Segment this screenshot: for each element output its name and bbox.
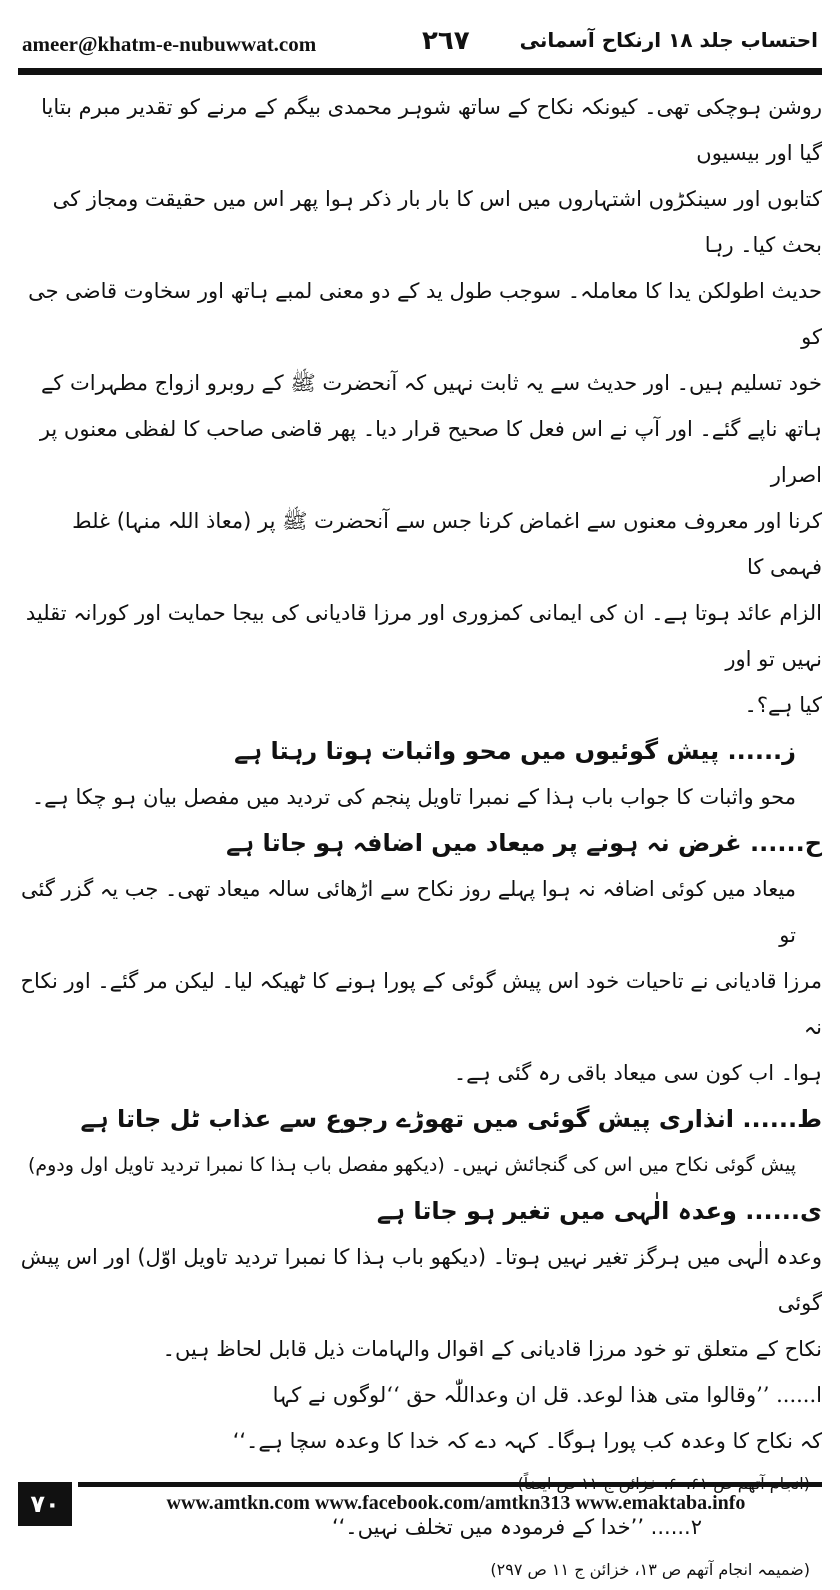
paragraph-h <box>18 866 822 1096</box>
text-line: کتابوں اور سینکڑوں اشتہاروں میں اس کا بار بار ذکر ہوا پھر اس میں حقیقت ومجاز کی بحث کیا۔ رہا <box>52 187 822 257</box>
quote-item-2: ۲...... ’’خدا کے فرمودہ میں تخلف نہیں۔‘‘ <box>331 1515 702 1539</box>
reference-1: (انجام آتھم ص ۶۰،۶۱، خزائن ج ۱۱ ص ایضاً) <box>517 1474 810 1493</box>
paragraph-intro <box>18 84 822 728</box>
text-line: کرنا اور معروف معنوں سے اغماض کرنا جس سے آنحضرت ﷺ پر (معاذ اللہ منہا) غلط فہمی کا <box>72 509 822 579</box>
section-heading-h: ح...... غرض نہ ہونے پر میعاد میں اضافہ ہو جاتا ہے <box>226 829 822 857</box>
header-page-number: ٢٦٧ <box>422 26 470 56</box>
text-line: مرزا قادیانی نے تاحیات خود اس پیش گوئی کے پورا ہونے کا ٹھیکہ لیا۔ لیکن مر گئے۔ اور نکاح نہ <box>20 969 822 1039</box>
paragraph-y <box>18 1234 822 1372</box>
text-line: روشن ہوچکی تھی۔ کیونکہ نکاح کے ساتھ شوہر محمدی بیگم کے مرنے کو تقدیر مبرم بتایا گیا اور بیسیوں <box>41 95 822 165</box>
quote-item-1 <box>18 1372 822 1464</box>
footer-links[interactable]: www.amtkn.com www.facebook.com/amtkn313 www.emaktaba.info <box>166 1492 746 1514</box>
footer-page-number: ٧٠ <box>18 1482 72 1526</box>
header-title: احتساب جلد ١٨ ارنکاح آسمانی <box>519 28 818 52</box>
text-line: وعدہ الٰہی میں ہرگز تغیر نہیں ہوتا۔ (دیکھو باب ہذا کا نمبرا تردید تاویل اوّل) اور اس پیش گوئی <box>20 1245 822 1315</box>
text-line: ہاتھ ناپے گئے۔ اور آپ نے اس فعل کا صحیح قرار دیا۔ پھر قاضی صاحب کا لفظی معنوں پر اصرار <box>39 417 822 487</box>
text-line: ا...... ’’وقالوا متی ھذا لوعد. قل ان وعداللّٰہ حق ‘‘لوگوں نے کہا <box>272 1383 822 1407</box>
section-heading-t: ط...... انذاری پیش گوئی میں تھوڑے رجوع سے عذاب ٹل جاتا ہے <box>80 1105 822 1133</box>
section-heading-z: ز...... پیش گوئیوں میں محو واثبات ہوتا رہتا ہے <box>234 737 796 765</box>
text-line: خود تسلیم ہیں۔ اور حدیث سے یہ ثابت نہیں کہ آنحضرت ﷺ کے روبرو ازواج مطہرات کے <box>41 371 822 395</box>
text-line: کہ نکاح کا وعدہ کب پورا ہوگا۔ کہہ دے کہ خدا کا وعدہ سچا ہے۔‘‘ <box>232 1429 822 1453</box>
text-line: حدیث اطولکن یدا کا معاملہ۔ سوجب طول ید کے دو معنی لمبے ہاتھ اور سخاوت قاضی جی کو <box>28 279 822 349</box>
text-line: کیا ہے؟۔ <box>744 693 822 717</box>
text-line: ہوا۔ اب کون سی میعاد باقی رہ گئی ہے۔ <box>453 1061 822 1085</box>
text-line: میعاد میں کوئی اضافہ نہ ہوا پہلے روز نکاح سے اڑھائی سالہ میعاد تھی۔ جب یہ گزر گئی تو <box>21 877 796 947</box>
section-heading-y: ی...... وعدہ الٰہی میں تغیر ہو جاتا ہے <box>376 1197 822 1225</box>
reference-2: (ضمیمہ انجام آتھم ص ۱۳، خزائن ج ۱۱ ص ۲۹۷) <box>490 1560 810 1579</box>
header-email: ameer@khatm-e-nubuwwat.com <box>22 32 317 56</box>
header-rule <box>18 68 822 75</box>
page-header <box>18 18 822 66</box>
page-footer <box>18 1482 822 1526</box>
text-line: الزام عائد ہوتا ہے۔ ان کی ایمانی کمزوری اور مرزا قادیانی کی بیجا حمایت اور کورانہ تقلید نہیں تو اور <box>25 601 822 671</box>
paragraph-t: پیش گوئی نکاح میں اس کی گنجائش نہیں۔ (دیکھو مفصل باب ہذا کا نمبرا تردید تاویل اول ودوم) <box>27 1154 796 1176</box>
text-line: نکاح کے متعلق تو خود مرزا قادیانی کے اقوال والہامات ذیل قابل لحاظ ہیں۔ <box>162 1337 822 1361</box>
page-body <box>18 84 822 1590</box>
paragraph-z: محو واثبات کا جواب باب ہذا کے نمبرا تاویل پنجم کی تردید میں مفصل بیان ہو چکا ہے۔ <box>31 785 796 809</box>
